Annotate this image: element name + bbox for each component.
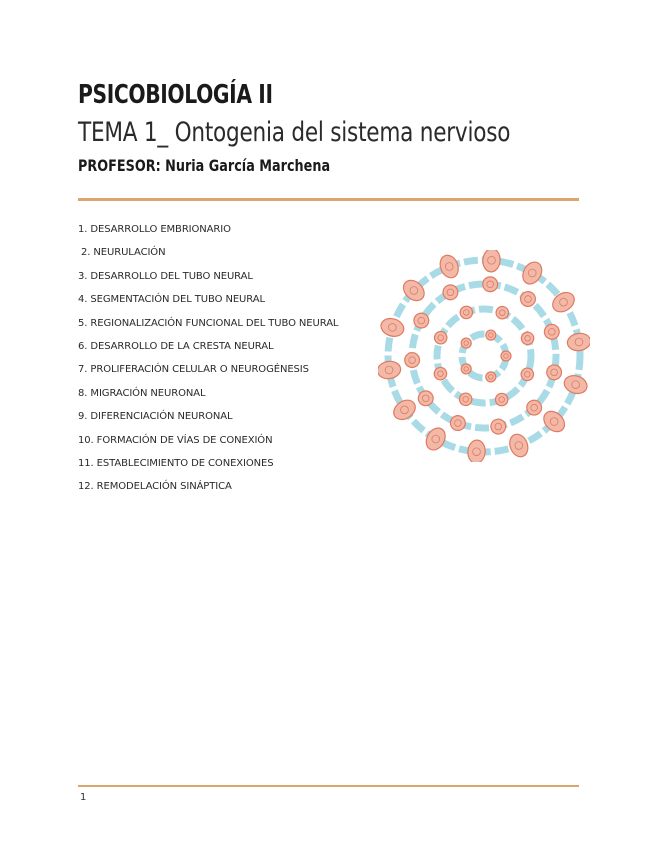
embryo-stage-icon [422,425,449,454]
embryo-stage-icon [404,352,420,368]
table-of-contents [78,223,338,504]
embryo-stage-icon [390,396,419,423]
embryo-development-spiral-icon [378,250,590,462]
embryo-stage-icon [545,363,563,381]
embryo-stage-icon [378,360,402,380]
embryo-stage-icon [566,332,590,352]
footer-divider [78,785,579,787]
toc-item: 8. MIGRACIÓN NEURONAL [78,387,206,399]
page-number: 1 [80,792,87,803]
toc-item: 10. FORMACIÓN DE VÍAS DE CONEXIÓN [78,434,273,446]
toc-item: 9. DIFERENCIACIÓN NEURONAL [78,411,233,423]
embryo-stage-icon [562,373,589,396]
course-title: PSICOBIOLOGÍA II [78,80,273,110]
topic-title: TEMA 1_ Ontogenia del sistema nervioso [78,117,511,148]
professor-line: PROFESOR: Nuria García Marchena [78,156,331,175]
header-divider [78,198,579,201]
embryo-stage-icon [458,304,474,320]
toc-item: 1. DESARROLLO EMBRIONARIO [78,224,231,235]
spiral-ring [437,309,531,403]
toc-item: 3. DESARROLLO DEL TUBO NEURAL [78,270,253,282]
embryo-stage-icon [501,351,511,361]
embryo-stage-icon [519,330,535,346]
embryo-stage-icon [482,250,501,273]
embryo-stage-icon [467,439,486,462]
embryo-stage-icon [379,316,406,339]
toc-item: 7. PROLIFERACIÓN CELULAR O NEUROGÉNESIS [78,364,309,376]
embryo-stage-icon [437,253,461,281]
embryo-stage-icon [490,418,507,435]
embryo-spiral-graphic [378,250,590,462]
toc-item: 5. REGIONALIZACIÓN FUNCIONAL DEL TUBO NEURAL [78,317,339,329]
toc-item: 12. REMODELACIÓN SINÁPTICA [78,481,232,493]
toc-item: 2. NEURULACIÓN [81,247,166,259]
embryo-stage-icon [482,276,498,292]
toc-item: 4. SEGMENTACIÓN DEL TUBO NEURAL [78,294,265,306]
toc-item: 6. DESARROLLO DE LA CRESTA NEURAL [78,340,274,352]
toc-item: 11. ESTABLECIMIENTO DE CONEXIONES [78,457,274,469]
embryo-stage-icon [507,432,531,460]
